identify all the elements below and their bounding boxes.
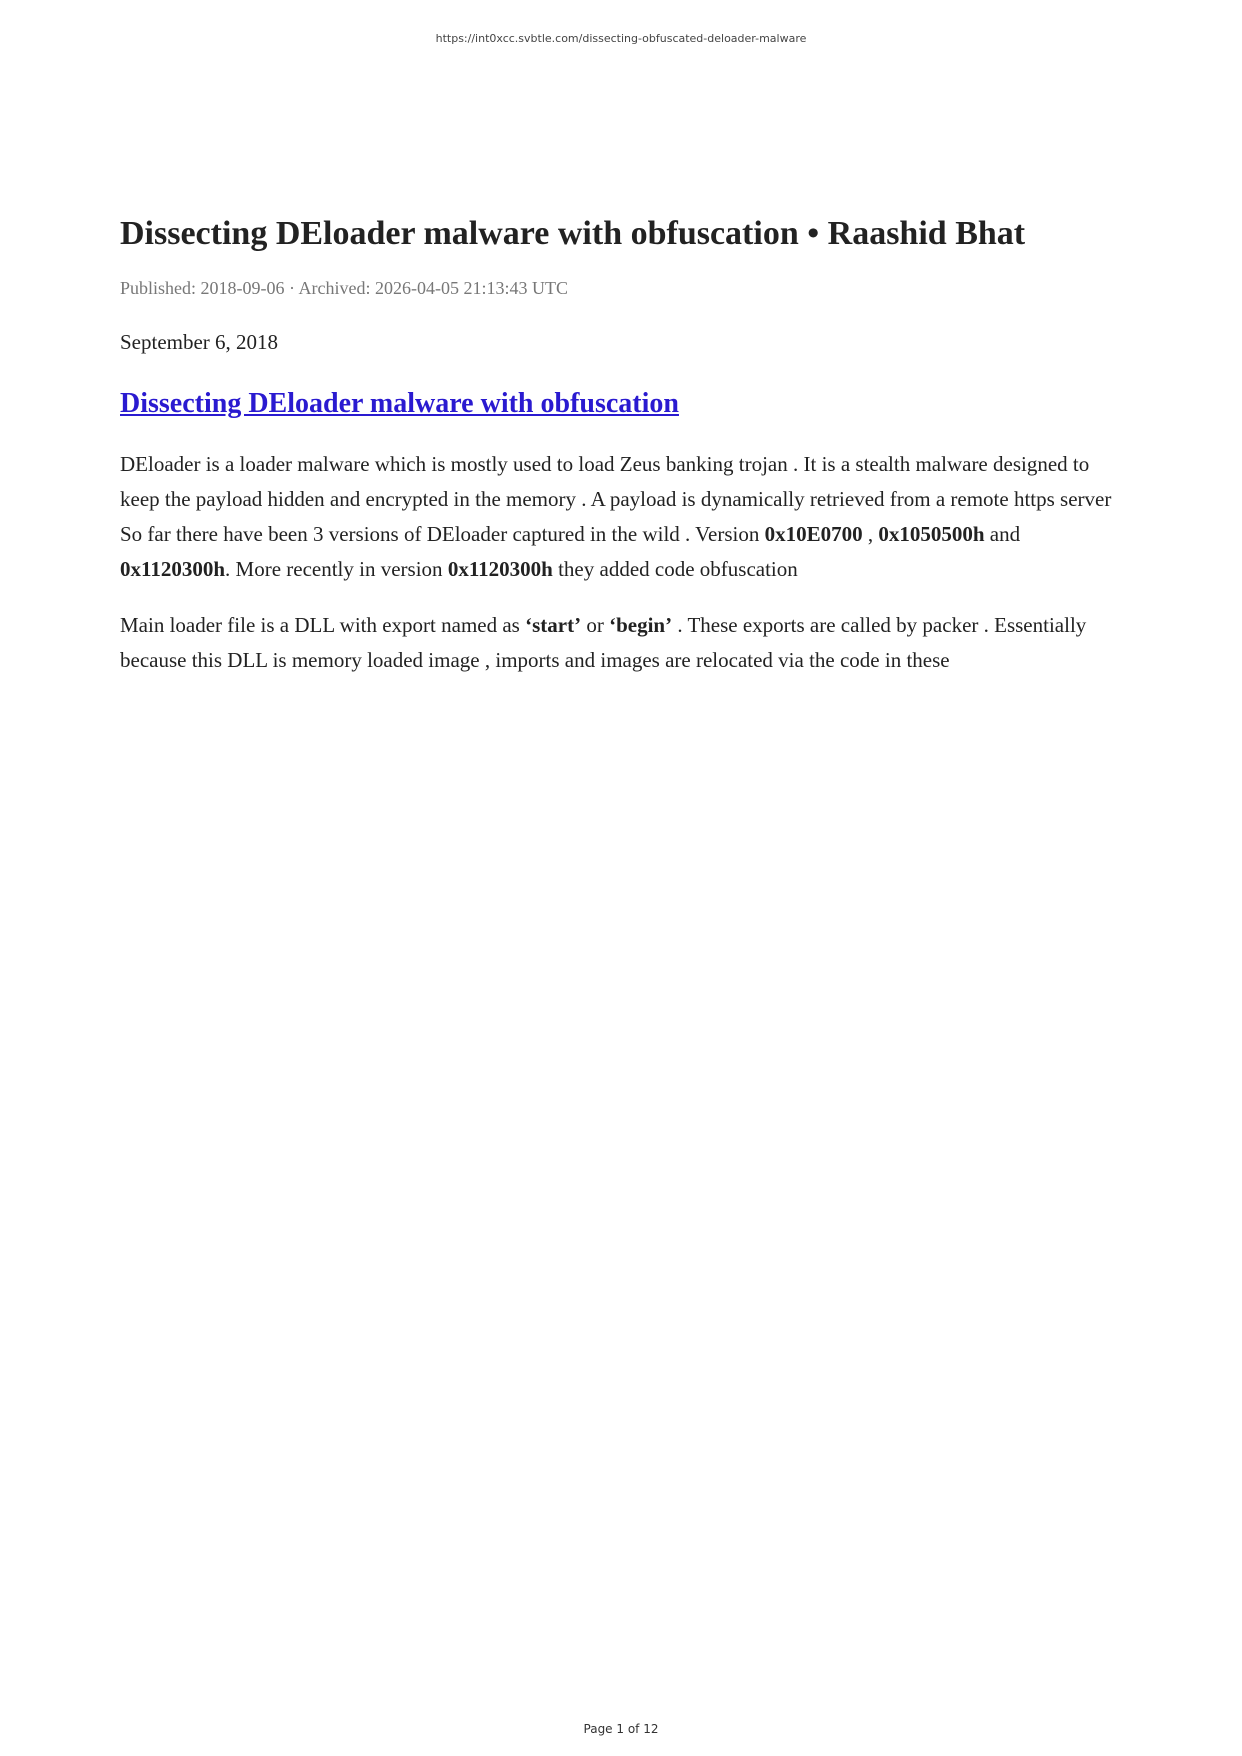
paragraph-text: they added code obfuscation [552, 557, 798, 581]
paragraph-text: , [862, 522, 879, 546]
export-name: ‘begin’ [609, 613, 673, 637]
article-heading [120, 386, 1130, 422]
paragraph-intro [120, 447, 1130, 587]
page-url-header: https://int0xcc.svbtle.com/dissecting-obfuscated-deloader-malware [435, 32, 807, 45]
paragraph-text: . More recently in version [225, 557, 448, 581]
document-title: Dissecting DEloader malware with obfuscation • Raashid Bhat [120, 215, 1026, 252]
version-code: 0x10E0700 [764, 522, 863, 546]
version-code: 0x1120300h [120, 557, 226, 581]
paragraph-exports [120, 608, 1130, 678]
paragraph-text: DEloader is a loader malware which is mostly used to load Zeus banking trojan . It is a stealth malware designed to keep the payload hidden and encrypted in the memory . A payload is dynamically retrieved from a remote https server So far there have been 3 versions of DEloader captured in the wild . Version [120, 452, 1112, 546]
page-number-footer: Page 1 of 12 [583, 1722, 659, 1736]
paragraph-text: Main loader file is a DLL with export named as [120, 613, 526, 637]
article-title-link[interactable]: Dissecting DEloader malware with obfuscation [120, 388, 679, 419]
version-code: 0x1120300h [447, 557, 553, 581]
post-date: September 6, 2018 [120, 330, 279, 354]
document-content [120, 212, 1130, 678]
paragraph-text: . These exports are called by packer . Essentially because this DLL is memory loaded image , imports and images are relocated via the code in these [120, 613, 1087, 672]
export-name: ‘start’ [525, 613, 582, 637]
version-code: 0x1050500h [878, 522, 985, 546]
publish-archive-meta: Published: 2018-09-06 · Archived: 2026-04-05 21:13:43 UTC [120, 278, 568, 298]
paragraph-text: or [581, 613, 610, 637]
paragraph-text: and [984, 522, 1021, 546]
